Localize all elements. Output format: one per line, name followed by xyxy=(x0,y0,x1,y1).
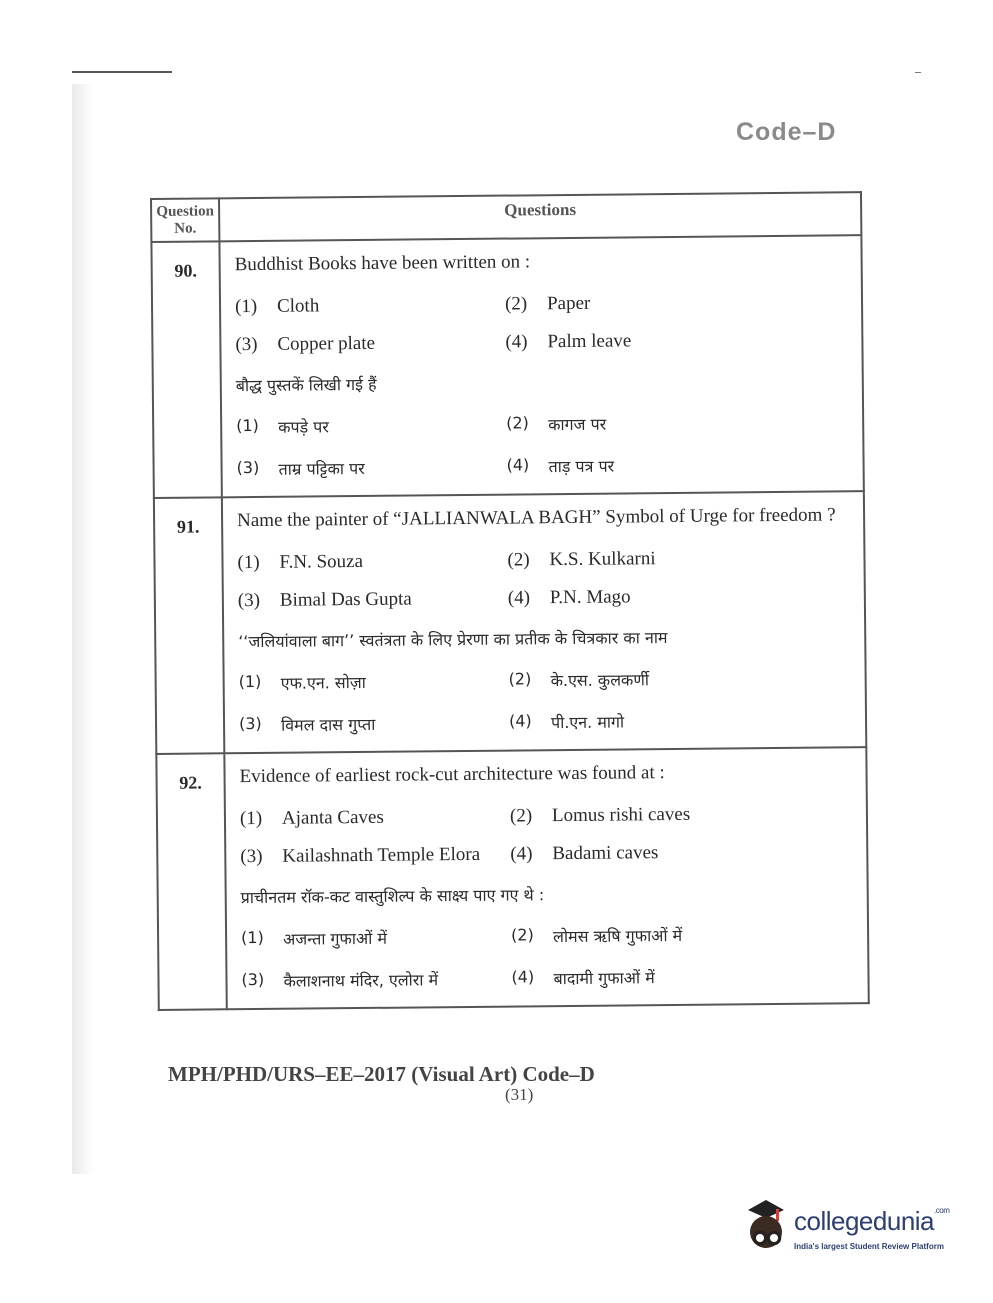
option-item xyxy=(509,708,855,733)
option-item xyxy=(509,666,855,691)
option-number: (1) xyxy=(237,551,260,574)
option-item xyxy=(241,926,511,951)
question-row xyxy=(151,235,863,498)
option-number: (4) xyxy=(506,455,530,475)
option-text: विमल दास गुप्ता xyxy=(280,714,376,735)
option-text: Cloth xyxy=(276,295,320,317)
option-text: P.N. Mago xyxy=(549,586,631,609)
option-text: Copper plate xyxy=(277,332,376,355)
question-no-header: Question No. xyxy=(151,198,219,242)
option-item xyxy=(505,290,851,315)
hindi-block xyxy=(236,368,853,480)
options-english xyxy=(237,546,854,612)
option-item xyxy=(507,546,853,571)
option-number: (1) xyxy=(241,927,264,948)
option-number: (2) xyxy=(509,805,533,827)
option-text: कागज पर xyxy=(548,414,607,435)
option-number: (4) xyxy=(508,711,532,731)
option-number: (3) xyxy=(240,845,263,868)
option-text: Lomus rishi caves xyxy=(551,803,691,827)
option-number: (2) xyxy=(504,293,528,315)
exam-code-footer: MPH/PHD/URS–EE–2017 (Visual Art) Code–D xyxy=(168,1062,595,1086)
page-edge-shadow xyxy=(72,84,94,1174)
option-item xyxy=(238,588,508,613)
option-text: ताड़ पत्र पर xyxy=(548,456,615,477)
option-text: के.एस. कुलकर्णी xyxy=(550,670,650,691)
top-mark xyxy=(915,72,921,73)
option-number: (3) xyxy=(236,457,260,478)
question-text-hindi: ‘‘जलियांवाला बाग’’ स्वतंत्रता के लिए प्रेरणा का प्रतीक के चित्रकार का नाम xyxy=(238,628,668,652)
option-text: अजन्ता गुफाओं में xyxy=(283,928,388,949)
option-number: (4) xyxy=(507,587,531,609)
option-item xyxy=(235,332,505,357)
option-item xyxy=(240,844,510,869)
option-number: (1) xyxy=(236,415,259,436)
option-item xyxy=(237,456,507,481)
option-number: (3) xyxy=(237,589,261,612)
options-hindi xyxy=(236,410,853,480)
question-text-hindi: बौद्ध पुस्तकें लिखी गई हैं xyxy=(235,374,377,396)
option-text: बादामी गुफाओं में xyxy=(553,968,655,989)
option-text: Badami caves xyxy=(552,842,659,865)
option-number: (2) xyxy=(506,413,529,433)
option-text: कैलाशनाथ मंदिर, एलोरा में xyxy=(283,970,439,991)
option-number: (1) xyxy=(238,671,262,692)
option-item xyxy=(236,414,506,439)
option-text: K.S. Kulkarni xyxy=(549,548,656,571)
option-number: (4) xyxy=(510,843,533,865)
option-number: (4) xyxy=(505,331,528,353)
option-text: F.N. Souza xyxy=(279,550,364,573)
question-row xyxy=(156,747,868,1010)
question-text-english: Name the painter of “JALLIANWALA BAGH” Symbol of Urge for freedom ? xyxy=(237,504,836,532)
option-item xyxy=(235,294,505,319)
options-english xyxy=(240,802,857,868)
option-number: (2) xyxy=(507,549,530,571)
question-sheet xyxy=(150,191,868,1011)
question-text-english: Buddhist Books have been written on : xyxy=(234,251,531,276)
option-text: Palm leave xyxy=(547,330,632,353)
option-text: ताम्र पट्टिका पर xyxy=(278,458,365,479)
option-text: Ajanta Caves xyxy=(281,806,384,829)
option-item xyxy=(508,584,854,609)
option-text: कपड़े पर xyxy=(278,417,329,437)
option-number: (2) xyxy=(508,669,532,689)
option-number: (2) xyxy=(511,925,534,945)
question-number: 91. xyxy=(154,497,224,754)
logo-tagline: India's largest Student Review Platform xyxy=(794,1242,944,1251)
option-number: (4) xyxy=(511,967,535,987)
option-text: लोमस ऋषि गुफाओं में xyxy=(553,925,683,947)
option-text: Kailashnath Temple Elora xyxy=(282,843,481,867)
mascot-icon xyxy=(738,1196,794,1258)
options-english xyxy=(235,290,852,356)
question-table xyxy=(150,191,870,1011)
logo-wordmark: collegedunia$^{.com}$ xyxy=(794,1206,950,1236)
option-item xyxy=(505,328,851,353)
code-header: Code–D xyxy=(736,118,837,146)
hindi-block xyxy=(241,880,858,992)
option-item xyxy=(237,550,507,575)
question-row xyxy=(154,491,866,754)
page-number: (31) xyxy=(505,1085,534,1104)
question-number: 92. xyxy=(156,753,226,1010)
questions-header: Questions xyxy=(219,192,861,241)
question-text-english: Evidence of earliest rock-cut architecture was found at : xyxy=(239,762,665,788)
question-body xyxy=(222,491,866,753)
option-text: Bimal Das Gupta xyxy=(279,588,412,611)
option-item xyxy=(506,410,852,435)
option-item xyxy=(239,670,509,695)
option-item xyxy=(511,964,857,989)
option-item xyxy=(510,840,856,865)
option-number: (3) xyxy=(235,333,258,356)
question-text-hindi: प्राचीनतम रॉक-कट वास्तुशिल्प के साक्ष्य पाए गए थे : xyxy=(240,885,545,908)
option-item xyxy=(241,968,511,993)
top-rule xyxy=(72,71,172,73)
hindi-block xyxy=(238,624,855,736)
question-number: 90. xyxy=(151,241,221,498)
option-item xyxy=(239,712,509,737)
option-number: (3) xyxy=(238,713,262,734)
option-number: (1) xyxy=(234,295,258,318)
option-text: एफ.एन. सोज़ा xyxy=(280,672,366,693)
option-item xyxy=(240,806,510,831)
option-item xyxy=(510,802,856,827)
table-header-row xyxy=(151,192,861,242)
option-item xyxy=(506,452,852,477)
option-number: (1) xyxy=(239,807,263,830)
option-text: Paper xyxy=(546,292,591,315)
option-text: पी.एन. मागो xyxy=(550,712,625,733)
options-hindi xyxy=(239,666,856,736)
question-rows xyxy=(151,235,868,1010)
option-number: (3) xyxy=(241,969,265,990)
options-hindi xyxy=(241,922,858,992)
question-body xyxy=(219,235,863,497)
option-item xyxy=(511,922,857,947)
collegedunia-logo xyxy=(738,1196,968,1260)
question-body xyxy=(224,747,868,1009)
